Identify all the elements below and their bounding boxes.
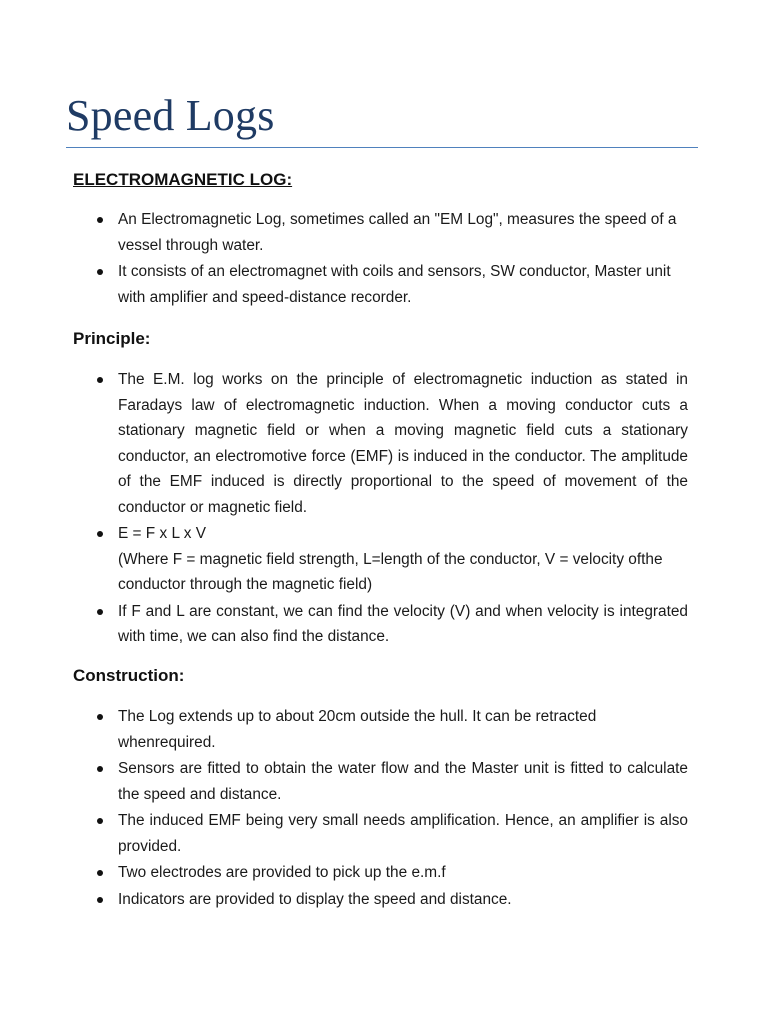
- section-principle: [73, 327, 693, 650]
- section-heading-construction: Construction:: [73, 666, 185, 685]
- list-item-text: The Log extends up to about 20cm outside the hull. It can be retracted whenrequired.: [118, 708, 597, 751]
- bullet-dot-icon: [97, 897, 103, 903]
- formula-where: (Where F = magnetic field strength, L=length of the conductor, V = velocity ofthe conductor through the magnetic field): [118, 550, 663, 593]
- list-item: [73, 887, 688, 913]
- list-item-text: Two electrodes are provided to pick up the e.m.f: [118, 864, 446, 881]
- bullet-dot-icon: [97, 766, 103, 772]
- list-item-text: An Electromagnetic Log, sometimes called an "EM Log", measures the speed of a vessel through water.: [118, 211, 677, 254]
- bullet-dot-icon: [97, 377, 103, 383]
- principle-bullet-list: [73, 367, 693, 650]
- section-construction: [73, 664, 693, 912]
- title-divider: [66, 147, 698, 148]
- section-em-log: [73, 168, 693, 310]
- list-item: [73, 860, 688, 886]
- list-item-text: Sensors are fitted to obtain the water flow and the Master unit is fitted to calculate the speed and distance.: [118, 760, 688, 803]
- page-title: Speed Logs: [66, 91, 275, 140]
- list-item: [73, 756, 688, 807]
- bullet-dot-icon: [97, 531, 103, 537]
- list-item-text: The E.M. log works on the principle of electromagnetic induction as stated in Faradays law of electromagnetic induction. When a moving conductor cuts a stationary magnetic field or when a moving magnetic field cuts a stationary conductor, an electromotive force (EMF) is induced in the conductor. The amplitude of the EMF induced is directly proportional to the speed of movement of the conductor or magnetic field.: [118, 371, 688, 516]
- formula-item: [73, 521, 688, 598]
- em-log-bullet-list: [73, 207, 693, 310]
- list-item-text: The induced EMF being very small needs amplification. Hence, an amplifier is also provided.: [118, 812, 688, 855]
- construction-bullet-list: [73, 704, 693, 912]
- bullet-dot-icon: [97, 609, 103, 615]
- list-item: [73, 808, 688, 859]
- list-item: [73, 207, 688, 258]
- list-item: [73, 367, 688, 520]
- list-item: [73, 599, 688, 650]
- list-item-text: If F and L are constant, we can find the velocity (V) and when velocity is integrated with time, we can also find the distance.: [118, 602, 688, 645]
- bullet-dot-icon: [97, 870, 103, 876]
- section-heading-principle: Principle:: [73, 329, 151, 348]
- list-item-text: Indicators are provided to display the speed and distance.: [118, 890, 512, 908]
- list-item: [73, 259, 688, 310]
- formula-equation: E = F x L x V: [118, 525, 206, 542]
- bullet-dot-icon: [97, 818, 103, 824]
- bullet-dot-icon: [97, 217, 103, 223]
- section-heading-em-log: ELECTROMAGNETIC LOG:: [73, 170, 293, 189]
- bullet-dot-icon: [97, 714, 103, 720]
- bullet-dot-icon: [97, 269, 103, 275]
- list-item: [73, 704, 688, 755]
- list-item-text: It consists of an electromagnet with coils and sensors, SW conductor, Master unit with amplifier and speed-distance recorder.: [118, 263, 671, 306]
